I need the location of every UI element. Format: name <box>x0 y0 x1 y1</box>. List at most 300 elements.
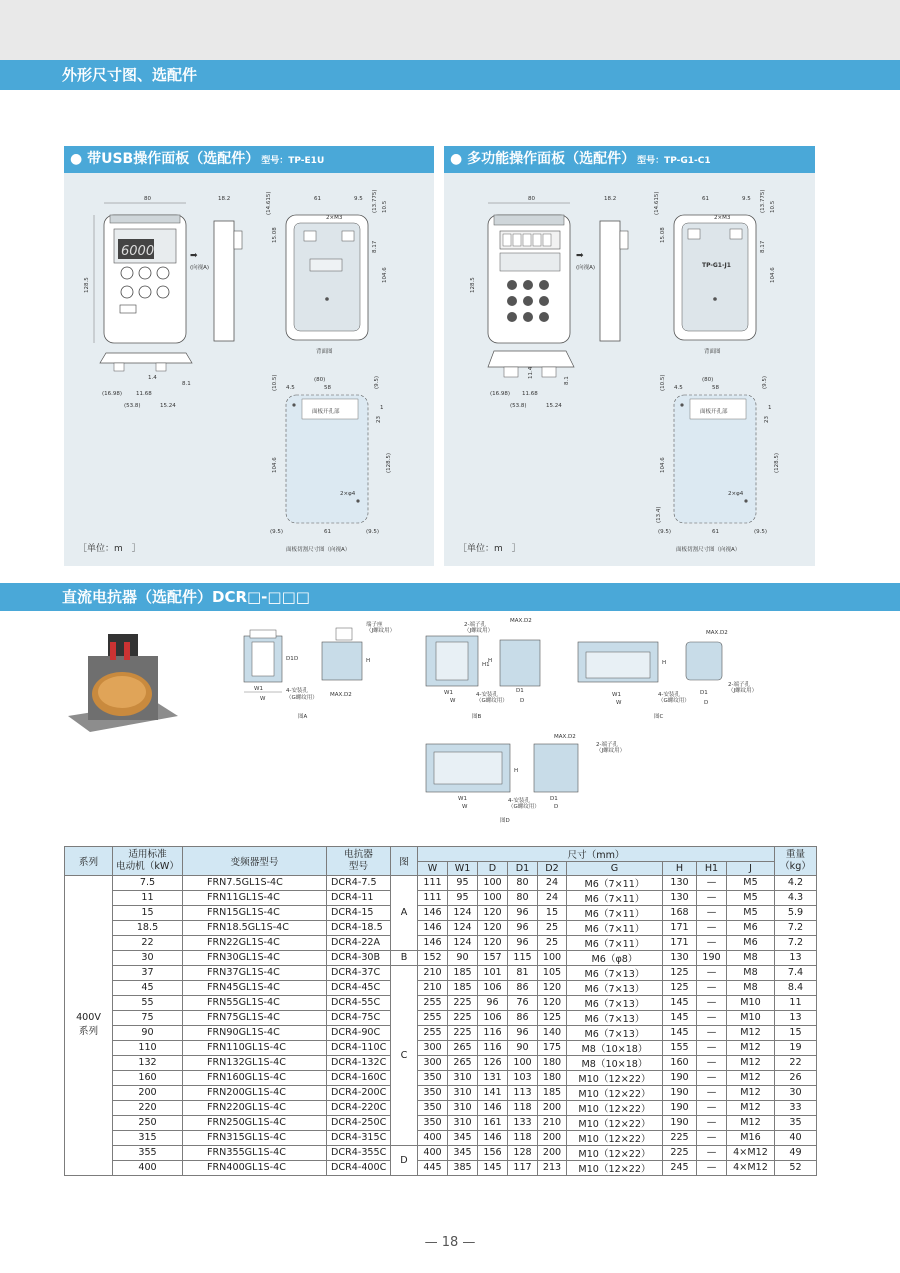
arrow-a-icon: ➡ <box>190 251 198 261</box>
svg-text:D1: D1 <box>286 656 294 662</box>
svg-text:D1: D1 <box>700 690 708 696</box>
cell-w: 210 <box>418 980 448 995</box>
cell-d1: 86 <box>508 1010 538 1025</box>
svg-text:H1: H1 <box>482 662 490 668</box>
svg-text:23: 23 <box>764 416 770 423</box>
cell-kg: 4.2 <box>775 875 817 890</box>
cell-g: M6（7×13） <box>567 965 663 980</box>
svg-text:(9.5): (9.5) <box>754 529 768 535</box>
svg-text:MAX.D2: MAX.D2 <box>706 630 728 636</box>
cell-w: 255 <box>418 1025 448 1040</box>
svg-text:(16.98): (16.98) <box>102 391 123 397</box>
cell-h1: — <box>697 905 727 920</box>
svg-text:（J螺纹用）: （J螺纹用） <box>596 748 626 754</box>
cell-d: 100 <box>478 875 508 890</box>
cell-h: 190 <box>663 1100 697 1115</box>
cell-d: 100 <box>478 890 508 905</box>
svg-text:背面图: 背面图 <box>316 349 333 355</box>
cell-g: M6（7×11） <box>567 935 663 950</box>
svg-text:D: D <box>520 698 525 704</box>
table-row <box>65 920 817 935</box>
cell-inverter: FRN55GL1S-4C <box>183 995 327 1010</box>
table-row <box>65 935 817 950</box>
svg-text:61: 61 <box>712 529 719 535</box>
cell-d: 106 <box>478 1010 508 1025</box>
cell-j: M12 <box>727 1070 775 1085</box>
cell-h1: — <box>697 1160 727 1175</box>
svg-text:W: W <box>260 696 266 702</box>
cell-kg: 30 <box>775 1085 817 1100</box>
svg-text:W1: W1 <box>458 796 467 802</box>
svg-text:D: D <box>704 700 709 706</box>
cell-d1: 118 <box>508 1130 538 1145</box>
cell-d2: 200 <box>538 1130 567 1145</box>
cell-reactor: DCR4-400C <box>327 1160 391 1175</box>
svg-text:15.24: 15.24 <box>546 403 562 409</box>
svg-text:4-安装孔: 4-安装孔 <box>658 692 680 698</box>
cell-inverter: FRN7.5GL1S-4C <box>183 875 327 890</box>
svg-text:4-安装孔: 4-安装孔 <box>508 798 530 804</box>
cell-d: 120 <box>478 905 508 920</box>
svg-text:104.6: 104.6 <box>382 267 388 283</box>
cell-j: M8 <box>727 965 775 980</box>
section-title-dimensions: 外形尺寸图、选配件 <box>0 60 900 90</box>
svg-text:4.5: 4.5 <box>286 385 295 391</box>
cell-d2: 175 <box>538 1040 567 1055</box>
cell-kg: 26 <box>775 1070 817 1085</box>
table-body <box>65 875 817 1175</box>
cell-kg: 7.2 <box>775 920 817 935</box>
cell-h1: — <box>697 1025 727 1040</box>
cell-w1: 265 <box>448 1040 478 1055</box>
svg-text:面板开孔部: 面板开孔部 <box>700 409 728 415</box>
svg-text:(向视A): (向视A) <box>190 265 210 271</box>
cell-w: 400 <box>418 1145 448 1160</box>
svg-text:(53.8): (53.8) <box>124 403 141 409</box>
cell-reactor: DCR4-90C <box>327 1025 391 1040</box>
cell-w1: 124 <box>448 905 478 920</box>
col-inverter: 变频器型号 <box>183 847 327 876</box>
cell-d1: 115 <box>508 950 538 965</box>
svg-text:4-安装孔: 4-安装孔 <box>476 692 498 698</box>
col-h: H <box>663 862 697 876</box>
svg-text:图C: 图C <box>654 714 664 720</box>
cell-inverter: FRN22GL1S-4C <box>183 935 327 950</box>
cell-inverter: FRN110GL1S-4C <box>183 1040 327 1055</box>
cell-kw: 55 <box>113 995 183 1010</box>
svg-text:W: W <box>616 700 622 706</box>
cell-g: M10（12×22） <box>567 1085 663 1100</box>
svg-text:(13.775): (13.775) <box>760 189 766 213</box>
cell-d: 101 <box>478 965 508 980</box>
cell-d1: 80 <box>508 875 538 890</box>
svg-text:8.17: 8.17 <box>372 240 378 253</box>
svg-text:端子座: 端子座 <box>366 622 383 628</box>
svg-text:W1: W1 <box>444 690 453 696</box>
cell-inverter: FRN355GL1S-4C <box>183 1145 327 1160</box>
col-reactor: 电抗器 型号 <box>327 847 391 876</box>
cell-d: 145 <box>478 1160 508 1175</box>
cell-fig: B <box>391 950 418 965</box>
cell-d1: 96 <box>508 1025 538 1040</box>
cell-h: 190 <box>663 1085 697 1100</box>
cell-d1: 96 <box>508 920 538 935</box>
cell-d2: 185 <box>538 1085 567 1100</box>
cell-reactor: DCR4-55C <box>327 995 391 1010</box>
svg-text:（G螺纹用）: （G螺纹用） <box>476 698 508 704</box>
cell-g: M6（7×13） <box>567 980 663 995</box>
cell-kg: 40 <box>775 1130 817 1145</box>
svg-text:1.4: 1.4 <box>148 375 157 381</box>
svg-text:（G螺纹用）: （G螺纹用） <box>658 698 690 704</box>
col-j: J <box>727 862 775 876</box>
cell-d: 131 <box>478 1070 508 1085</box>
reactor-photo <box>68 634 178 732</box>
cell-kg: 22 <box>775 1055 817 1070</box>
cell-g: M6（φ8） <box>567 950 663 965</box>
cell-j: M5 <box>727 905 775 920</box>
cell-j: 4×M12 <box>727 1160 775 1175</box>
cell-kw: 7.5 <box>113 875 183 890</box>
cell-d2: 120 <box>538 995 567 1010</box>
cell-w1: 310 <box>448 1115 478 1130</box>
table-row <box>65 905 817 920</box>
svg-text:（J螺纹用）: （J螺纹用） <box>464 628 494 634</box>
cell-d2: 125 <box>538 1010 567 1025</box>
svg-text:H: H <box>488 658 493 664</box>
cell-h1: — <box>697 875 727 890</box>
svg-text:15.08: 15.08 <box>660 227 666 243</box>
cell-inverter: FRN45GL1S-4C <box>183 980 327 995</box>
cell-g: M6（7×11） <box>567 905 663 920</box>
svg-text:58: 58 <box>712 385 719 391</box>
cell-h: 225 <box>663 1130 697 1145</box>
svg-text:104.6: 104.6 <box>272 457 278 473</box>
col-weight: 重量 （kg） <box>775 847 817 876</box>
cell-d2: 213 <box>538 1160 567 1175</box>
table-row <box>65 1025 817 1040</box>
reactor-diagrams-svg <box>64 612 816 842</box>
svg-text:图A: 图A <box>298 714 308 720</box>
cell-h: 171 <box>663 935 697 950</box>
cell-kw: 220 <box>113 1100 183 1115</box>
cell-d: 126 <box>478 1055 508 1070</box>
table-row <box>65 1085 817 1100</box>
cell-j: M12 <box>727 1040 775 1055</box>
svg-text:(128.5): (128.5) <box>774 452 780 473</box>
table-row <box>65 890 817 905</box>
svg-text:61: 61 <box>702 196 709 202</box>
reactor-diagrams <box>64 612 816 842</box>
cell-kw: 18.5 <box>113 920 183 935</box>
back-view <box>654 189 776 355</box>
svg-text:23: 23 <box>376 416 382 423</box>
cell-kg: 49 <box>775 1145 817 1160</box>
cell-d2: 200 <box>538 1100 567 1115</box>
cell-w1: 225 <box>448 1025 478 1040</box>
col-d: D <box>478 862 508 876</box>
cell-d1: 96 <box>508 905 538 920</box>
cell-inverter: FRN250GL1S-4C <box>183 1115 327 1130</box>
cell-d: 161 <box>478 1115 508 1130</box>
cell-d2: 24 <box>538 875 567 890</box>
svg-text:H: H <box>514 768 519 774</box>
cell-g: M6（7×11） <box>567 875 663 890</box>
cell-kw: 250 <box>113 1115 183 1130</box>
cell-j: M5 <box>727 875 775 890</box>
svg-text:128.5: 128.5 <box>84 277 90 293</box>
cell-w: 400 <box>418 1130 448 1145</box>
cell-d2: 120 <box>538 980 567 995</box>
svg-text:10.5: 10.5 <box>770 200 776 213</box>
cell-j: M6 <box>727 935 775 950</box>
side-view <box>190 196 242 341</box>
col-motor: 适用标准 电动机（kW） <box>113 847 183 876</box>
cell-h1: — <box>697 1115 727 1130</box>
cell-w1: 310 <box>448 1085 478 1100</box>
svg-text:(10.5): (10.5) <box>272 374 278 391</box>
svg-text:(14.615): (14.615) <box>266 191 272 215</box>
cell-w1: 95 <box>448 890 478 905</box>
multifunction-keypad-drawing <box>444 173 815 566</box>
table-row <box>65 875 817 890</box>
cell-kw: 75 <box>113 1010 183 1025</box>
svg-text:80: 80 <box>144 196 151 202</box>
cell-h1: — <box>697 1100 727 1115</box>
cell-d: 96 <box>478 995 508 1010</box>
cell-kw: 160 <box>113 1070 183 1085</box>
cell-inverter: FRN315GL1S-4C <box>183 1130 327 1145</box>
cell-kw: 400 <box>113 1160 183 1175</box>
cell-kw: 90 <box>113 1025 183 1040</box>
cell-kw: 132 <box>113 1055 183 1070</box>
cell-kw: 22 <box>113 935 183 950</box>
cell-w: 350 <box>418 1070 448 1085</box>
cell-reactor: DCR4-11 <box>327 890 391 905</box>
svg-text:面板切割尺寸图（向视A）: 面板切割尺寸图（向视A） <box>286 547 351 553</box>
front-view <box>84 196 186 343</box>
cell-reactor: DCR4-45C <box>327 980 391 995</box>
cell-w: 210 <box>418 965 448 980</box>
cell-inverter: FRN400GL1S-4C <box>183 1160 327 1175</box>
svg-text:15.24: 15.24 <box>160 403 176 409</box>
cell-w: 146 <box>418 935 448 950</box>
cell-inverter: FRN18.5GL1S-4C <box>183 920 327 935</box>
cell-w: 445 <box>418 1160 448 1175</box>
col-dims: 尺寸（mm） <box>418 847 775 862</box>
cell-d: 120 <box>478 920 508 935</box>
cell-d: 146 <box>478 1130 508 1145</box>
cell-g: M6（7×13） <box>567 995 663 1010</box>
cell-h1: — <box>697 1010 727 1025</box>
panel-title-multifunction <box>444 146 815 173</box>
table-row <box>65 1100 817 1115</box>
front-view <box>470 196 570 343</box>
cell-kw: 30 <box>113 950 183 965</box>
cell-kg: 11 <box>775 995 817 1010</box>
cell-h: 190 <box>663 1115 697 1130</box>
cell-j: M8 <box>727 950 775 965</box>
cell-h: 125 <box>663 965 697 980</box>
svg-text:(向视A): (向视A) <box>576 265 596 271</box>
cell-d1: 81 <box>508 965 538 980</box>
svg-text:15.08: 15.08 <box>272 227 278 243</box>
svg-text:TP-G1-J1: TP-G1-J1 <box>702 262 731 269</box>
svg-text:H: H <box>366 658 371 664</box>
cell-d2: 140 <box>538 1025 567 1040</box>
cell-w: 350 <box>418 1085 448 1100</box>
cell-h: 225 <box>663 1145 697 1160</box>
svg-text:H: H <box>662 660 667 666</box>
svg-text:（J螺纹用）: （J螺纹用） <box>728 688 758 694</box>
table-row <box>65 965 817 980</box>
series-cell: 400V 系列 <box>65 875 113 1175</box>
cell-w: 111 <box>418 875 448 890</box>
cell-kw: 110 <box>113 1040 183 1055</box>
page-number: — 18 — <box>424 1235 476 1250</box>
svg-text:面板切割尺寸图（向视A）: 面板切割尺寸图（向视A） <box>676 547 741 553</box>
svg-text:W: W <box>450 698 456 704</box>
svg-text:D: D <box>554 804 559 810</box>
cell-h1: — <box>697 1085 727 1100</box>
cell-h1: — <box>697 965 727 980</box>
cutout-view <box>270 374 392 553</box>
cell-inverter: FRN11GL1S-4C <box>183 890 327 905</box>
svg-text:D1: D1 <box>516 688 524 694</box>
cell-g: M6（7×11） <box>567 920 663 935</box>
cell-j: M5 <box>727 890 775 905</box>
cell-d2: 25 <box>538 920 567 935</box>
usb-keypad-drawing <box>64 173 434 566</box>
svg-text:(13.775): (13.775) <box>372 189 378 213</box>
unit-label: ［单位：m ］ <box>78 544 141 554</box>
svg-text:(10.5): (10.5) <box>660 374 666 391</box>
cell-inverter: FRN220GL1S-4C <box>183 1100 327 1115</box>
cell-reactor: DCR4-160C <box>327 1070 391 1085</box>
svg-text:80: 80 <box>528 196 535 202</box>
table-row <box>65 980 817 995</box>
table-row <box>65 950 817 965</box>
cell-d1: 100 <box>508 1055 538 1070</box>
cell-h1: — <box>697 995 727 1010</box>
col-w1: W1 <box>448 862 478 876</box>
cell-h1: — <box>697 920 727 935</box>
cell-kg: 19 <box>775 1040 817 1055</box>
cell-kg: 7.2 <box>775 935 817 950</box>
cell-d2: 25 <box>538 935 567 950</box>
svg-text:(9.5): (9.5) <box>270 529 284 535</box>
cell-w1: 95 <box>448 875 478 890</box>
cell-reactor: DCR4-250C <box>327 1115 391 1130</box>
panel-title-text: ● 多功能操作面板（选配件） <box>450 151 636 167</box>
cell-h: 168 <box>663 905 697 920</box>
cell-w1: 124 <box>448 935 478 950</box>
cell-j: M12 <box>727 1055 775 1070</box>
col-series: 系列 <box>65 847 113 876</box>
cell-w: 300 <box>418 1040 448 1055</box>
svg-text:2×M3: 2×M3 <box>326 215 343 221</box>
cell-d: 120 <box>478 935 508 950</box>
cell-reactor: DCR4-75C <box>327 1010 391 1025</box>
figure-a <box>244 620 395 720</box>
figure-d <box>426 734 625 824</box>
cell-reactor: DCR4-315C <box>327 1130 391 1145</box>
svg-text:8.1: 8.1 <box>182 381 191 387</box>
model-label: 型号：TP-G1-C1 <box>637 156 711 166</box>
cell-fig: D <box>391 1145 418 1175</box>
cell-inverter: FRN37GL1S-4C <box>183 965 327 980</box>
cell-fig: A <box>391 875 418 950</box>
cell-w1: 265 <box>448 1055 478 1070</box>
cell-g: M8（10×18） <box>567 1040 663 1055</box>
cell-g: M8（10×18） <box>567 1055 663 1070</box>
top-margin-band <box>0 0 900 60</box>
cell-g: M6（7×11） <box>567 890 663 905</box>
cell-kg: 7.4 <box>775 965 817 980</box>
cell-g: M10（12×22） <box>567 1070 663 1085</box>
cell-h: 190 <box>663 1070 697 1085</box>
svg-text:128.5: 128.5 <box>470 277 476 293</box>
svg-text:(9.5): (9.5) <box>374 375 380 389</box>
cell-d1: 86 <box>508 980 538 995</box>
cell-h1: — <box>697 1145 727 1160</box>
cell-d1: 103 <box>508 1070 538 1085</box>
cell-inverter: FRN15GL1S-4C <box>183 905 327 920</box>
cell-h: 145 <box>663 995 697 1010</box>
svg-text:61: 61 <box>324 529 331 535</box>
cell-w1: 310 <box>448 1100 478 1115</box>
cell-w1: 225 <box>448 1010 478 1025</box>
panel-title-text: ● 带USB操作面板（选配件） <box>70 151 260 167</box>
cell-h: 145 <box>663 1010 697 1025</box>
cell-kw: 37 <box>113 965 183 980</box>
cell-j: M8 <box>727 980 775 995</box>
cell-kw: 45 <box>113 980 183 995</box>
section-title-dc-reactor: 直流电抗器（选配件）DCR□-□□□ <box>0 583 900 611</box>
cell-w: 255 <box>418 995 448 1010</box>
cell-inverter: FRN75GL1S-4C <box>183 1010 327 1025</box>
cell-d1: 96 <box>508 935 538 950</box>
table-row <box>65 1145 817 1160</box>
cell-h: 245 <box>663 1160 697 1175</box>
cell-reactor: DCR4-30B <box>327 950 391 965</box>
cell-d1: 90 <box>508 1040 538 1055</box>
cell-reactor: DCR4-200C <box>327 1085 391 1100</box>
cell-kw: 15 <box>113 905 183 920</box>
cell-j: M10 <box>727 1010 775 1025</box>
cell-w: 152 <box>418 950 448 965</box>
table-row <box>65 1160 817 1175</box>
svg-text:8.17: 8.17 <box>760 240 766 253</box>
cell-j: 4×M12 <box>727 1145 775 1160</box>
cell-h: 130 <box>663 890 697 905</box>
svg-text:2×M3: 2×M3 <box>714 215 731 221</box>
cell-w: 146 <box>418 905 448 920</box>
svg-text:4-安装孔: 4-安装孔 <box>286 688 308 694</box>
cell-d2: 15 <box>538 905 567 920</box>
svg-text:11.4: 11.4 <box>528 366 534 379</box>
svg-text:D1: D1 <box>550 796 558 802</box>
cell-d2: 210 <box>538 1115 567 1130</box>
svg-text:(16.98): (16.98) <box>490 391 511 397</box>
col-g: G <box>567 862 663 876</box>
cell-inverter: FRN30GL1S-4C <box>183 950 327 965</box>
cell-d: 116 <box>478 1040 508 1055</box>
cell-inverter: FRN200GL1S-4C <box>183 1085 327 1100</box>
cell-w1: 124 <box>448 920 478 935</box>
cell-reactor: DCR4-37C <box>327 965 391 980</box>
cell-kg: 4.3 <box>775 890 817 905</box>
